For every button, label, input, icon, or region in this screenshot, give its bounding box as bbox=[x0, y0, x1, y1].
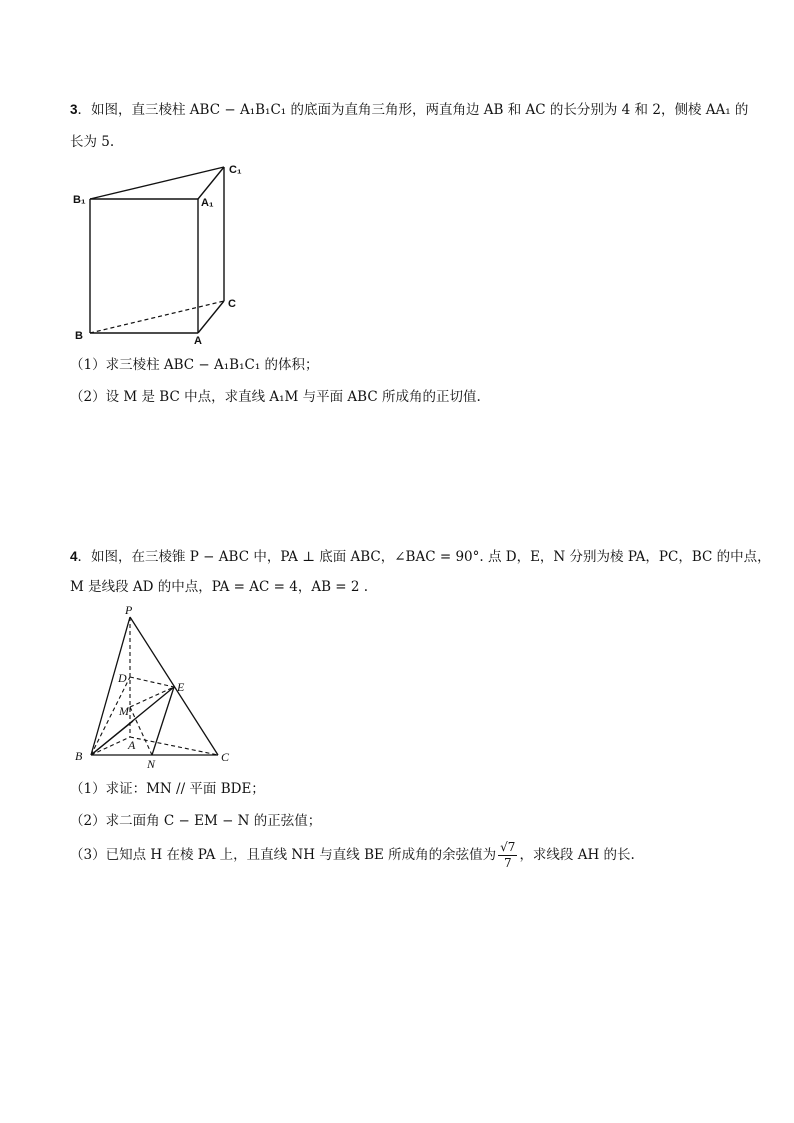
q4-number: 4 bbox=[70, 549, 78, 564]
q3-text-line1: ．如图，直三棱柱 ABC − A₁B₁C₁ 的底面为直角三角形，两直角边 AB 和 AC 的长分别为 4 和 2，侧棱 AA₁ 的 bbox=[77, 102, 749, 118]
label-m: M bbox=[119, 704, 129, 718]
cosine-fraction bbox=[498, 840, 517, 871]
fraction-denominator: 7 bbox=[503, 856, 512, 870]
label-n: N bbox=[147, 757, 156, 771]
q3-part2: （2）设 M 是 BC 中点，求直线 A₁M 与平面 ABC 所成角的正切值. bbox=[70, 389, 481, 405]
label-b1: B₁ bbox=[73, 194, 86, 206]
label-d: D bbox=[118, 671, 127, 685]
label-c1: C₁ bbox=[229, 164, 242, 176]
segment-bm bbox=[91, 721, 133, 755]
q4-part1: （1）求证：MN // 平面 BDE； bbox=[70, 781, 265, 797]
segment-en bbox=[152, 687, 174, 755]
label-e: E bbox=[177, 680, 185, 694]
label-c: C bbox=[221, 750, 230, 764]
q4-part3-after: ，求线段 AH 的长. bbox=[519, 847, 635, 863]
segment-me-hidden bbox=[130, 687, 174, 707]
edge-b1c1 bbox=[90, 167, 224, 199]
q3-number: 3 bbox=[70, 102, 78, 117]
q4-part3 bbox=[70, 838, 635, 872]
q4-text-line1: ．如图，在三棱锥 P − ABC 中，PA ⊥ 底面 ABC，∠BAC = 90°. 点 D，E，N 分别为棱 PA，PC，BC 的中点， bbox=[77, 549, 771, 565]
prism-figure bbox=[70, 158, 260, 348]
q4-part3-before: （3）已知点 H 在棱 PA 上，且直线 NH 与直线 BE 所成角的余弦值为 bbox=[70, 847, 497, 863]
edge-ac-hidden bbox=[130, 737, 218, 755]
fraction-numerator: √7 bbox=[500, 840, 516, 854]
q4-statement-line2: M 是线段 AD 的中点，PA = AC = 4，AB = 2 . bbox=[70, 579, 369, 595]
label-b: B bbox=[75, 330, 83, 342]
edge-pb bbox=[91, 617, 130, 755]
q3-part1: （1）求三棱柱 ABC − A₁B₁C₁ 的体积； bbox=[70, 357, 319, 373]
label-a: A bbox=[194, 335, 202, 347]
label-c: C bbox=[228, 298, 236, 310]
pyramid-figure bbox=[70, 603, 250, 773]
edge-pc bbox=[130, 617, 218, 755]
segment-de-hidden bbox=[130, 677, 174, 687]
edge-bc-hidden bbox=[90, 301, 224, 333]
label-a: A bbox=[128, 738, 136, 752]
q3-statement-line2: 长为 5. bbox=[70, 134, 115, 150]
label-b: B bbox=[75, 749, 83, 763]
label-p: P bbox=[125, 603, 133, 617]
q3-statement-line1 bbox=[70, 101, 748, 119]
label-a1: A₁ bbox=[201, 197, 214, 209]
q4-statement-line1 bbox=[70, 548, 771, 566]
q4-part2: （2）求二面角 C − EM − N 的正弦值； bbox=[70, 813, 322, 829]
